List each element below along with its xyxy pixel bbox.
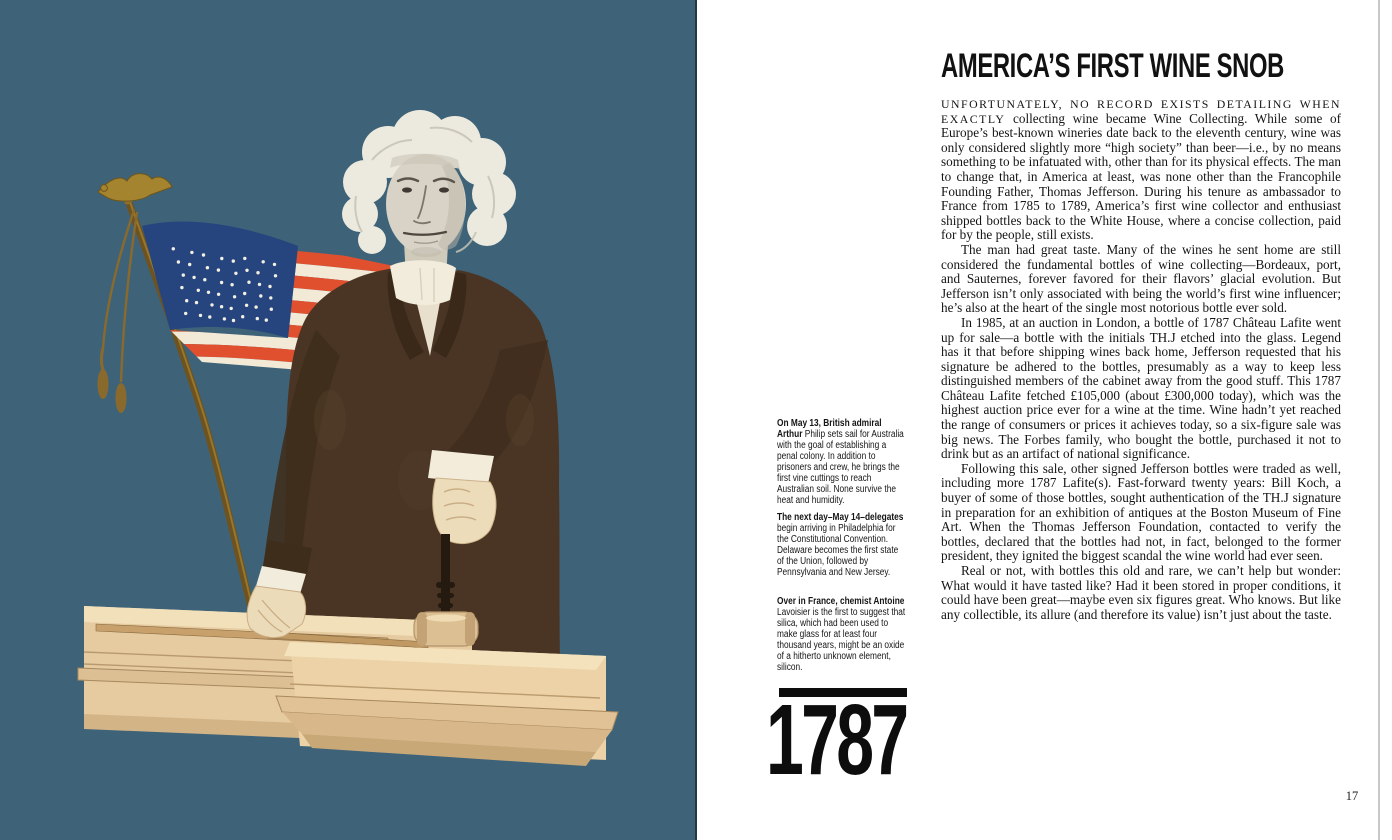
year-marker: 1787 [766,684,907,796]
tassel-icon [116,383,127,413]
paragraph: UNFORTUNATELY, NO RECORD EXISTS DETAILING WHEN EXACTLY collecting wine became Wine Collecting. While some of Europe’s best-known wineries date back to the eleventh century, wine was only considered slightly more “high society” than beer—i.e., by no means something to be infatuated with, other than for its physical effects. The man to change that, in America at least, was none other than the Francophile Founding Father, Thomas Jefferson. During his tenure as ambassador to France from 1785 to 1789, America’s first wine collector and enthusiast shipped bottles back to the White House, where a concise collection, paid for by the people, still exists. [941,97,1342,243]
timeline-note: The next day–May 14–delegates begin arriving in Philadelphia for the Constitutional Convention. Delaware becomes the first state of the Union, followed by Pennsylvania and New Jersey. [777,512,904,578]
timeline-note: On May 13, British admiral Arthur Philip sets sail for Australia with the goal of establishing a penal colony. In addition to prisoners and crew, he brings the first vine cuttings to reach Australian soil. None survive the heat and humidity. [777,418,904,506]
smallcaps-lead: UNFORTUNATELY, NO RECORD EXISTS DETAILING WHEN EXACTLY [941,97,1341,126]
paragraph: Real or not, with bottles this old and rare, we can’t help but wonder: What would it have tasted like? Had it been stored in proper conditions, it could have been great—maybe even six figures great. Who knows. But like any collectible, its allure (and therefore its value) isn’t just about the taste. [941,563,1341,622]
article-body [941,97,1341,622]
right-page [697,0,1392,840]
cravat [390,260,456,305]
tassel-icon [98,369,109,399]
page-edge-line [1378,0,1380,840]
paragraph: The man had great taste. Many of the wines he sent home are still considered the fundamental bottles of wine collecting—Bordeaux, port, and Sauternes, forever favored for their flavors’ glacial evolution. But Jefferson isn’t only associated with being the world’s first wine influencer; he’s also at the heart of the single most notorious bottle ever sold. [941,241,1341,316]
jefferson-collage [0,0,695,840]
page-title: AMERICA’S FIRST WINE SNOB [941,47,1284,85]
page-number: 17 [1345,789,1359,803]
right-hand [433,478,496,544]
timeline-note: Over in France, chemist Antoine Lavoisier is the first to suggest that silica, which had been used to make glass for at least four thousand years, might be an oxide of a hitherto unknown element, silicon. [777,596,906,673]
paragraph: In 1985, at an auction in London, a bottle of 1787 Château Lafite went up for sale—a bottle with the initials TH.J etched into the glass. Legend has it that before shipping wines back home, Jefferson requested that his signature be adhered to the bottles, presumably as a way to keep less distinguished members of the cabinet away from the good stuff. This 1787 Château Lafite fetched £105,000 (about £300,000 today), which was the highest auction price ever for a wine at the time. Wine hadn’t yet reached the range of consumers or prices it achieves today, so a six-figure sale was big news. The Forbes family, who bought the bottle, purchased it not to drink but as an artifact of national significance. [941,314,1341,462]
paragraph: Following this sale, other signed Jefferson bottles were traded as well, including more 1787 Lafite(s). Fast-forward twenty years: Bill Koch, a buyer of some of those bottles, sought authentication of the TH.J signature in preparation for an exhibition of antiques at the Boston Museum of Fine Art. When the Thomas Jefferson Foundation, contacted to verify the bottles, declared that the bottles had not, in fact, belonged to the former president, they ignited the biggest scandal the wine world had ever seen. [941,460,1341,564]
